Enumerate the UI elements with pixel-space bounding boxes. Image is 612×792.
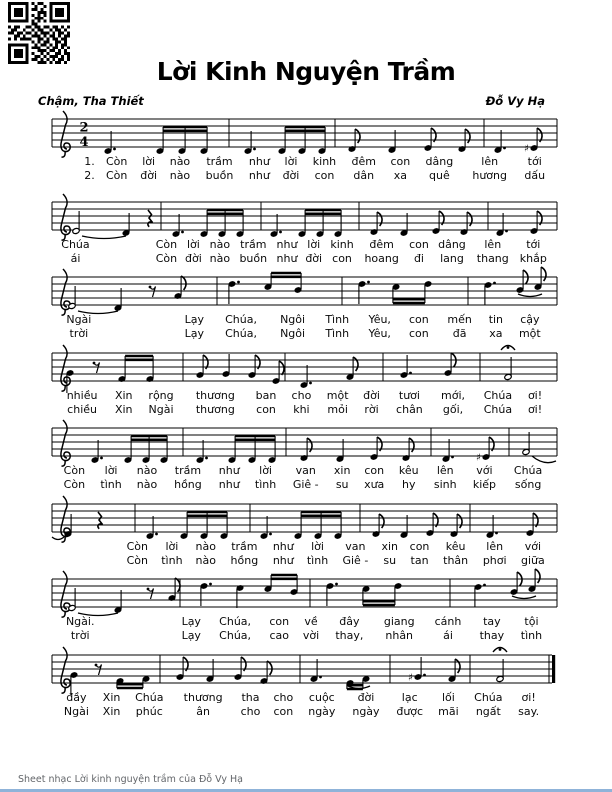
lyric-syllable: tới: [527, 155, 542, 168]
lyric-syllable: đời: [363, 389, 380, 402]
lyric-syllable: Ngài.: [65, 615, 95, 628]
lyric-syllable: ban: [255, 389, 277, 402]
lyric-syllable: Lạy: [184, 313, 204, 326]
quarter-rest-icon: [98, 512, 103, 529]
tie-slur: [518, 294, 542, 297]
lyric-syllable: trầm: [206, 155, 233, 168]
lyric-syllable: ngày: [308, 704, 336, 718]
verse-1-line: [56, 238, 552, 252]
lyric-syllable: xin: [381, 540, 398, 553]
lyric-syllable: chiều: [67, 402, 97, 416]
lyric-syllable: trầm: [174, 464, 202, 477]
lyrics-system-1: [80, 155, 552, 182]
lyric-syllable: Còn: [63, 477, 86, 491]
lyric-syllable: [104, 629, 174, 643]
lyrics-system-4: [56, 389, 548, 416]
lyric-syllable: cánh: [434, 615, 462, 628]
lyric-syllable: cho: [291, 389, 312, 402]
lyric-syllable: kinh: [312, 155, 337, 168]
lyric-syllable: một: [326, 389, 349, 402]
lyric-syllable: van: [295, 464, 316, 477]
lyric-syllable: đêm: [369, 238, 394, 251]
treble-clef-icon: [61, 647, 70, 693]
treble-clef-icon: [61, 420, 70, 466]
lyric-syllable: Còn: [126, 553, 149, 567]
lyric-syllable: [95, 238, 151, 252]
lyric-syllable: quê: [428, 168, 450, 182]
lyric-syllable: rời: [364, 402, 379, 416]
lyric-syllable: đã: [452, 326, 467, 340]
lyrics-system-5: [56, 464, 552, 491]
lyric-syllable: lên: [481, 155, 499, 168]
lyrics-system-7: [56, 615, 550, 642]
lyric-syllable: ngày: [352, 704, 380, 718]
sharp-icon: ♯: [408, 672, 413, 684]
lyric-syllable: Ngài: [66, 313, 92, 326]
lyric-syllable: mỏi: [327, 402, 348, 416]
verse-2-line: [56, 629, 550, 643]
lyric-syllable: buồn: [239, 251, 268, 265]
lyric-syllable: thang: [476, 251, 509, 265]
lyric-syllable: rộng: [148, 389, 174, 402]
verse-1-line: [56, 691, 546, 705]
lyric-syllable: Chúa: [61, 238, 90, 251]
verse-1-line: [80, 155, 552, 169]
lyric-syllable: [104, 615, 174, 629]
lyric-syllable: đời: [140, 168, 158, 182]
lyric-syllable: con: [408, 313, 429, 326]
verse-2-line: [56, 705, 546, 719]
lyric-syllable: lên: [486, 540, 504, 553]
lyric-syllable: Tình: [325, 313, 350, 326]
lyric-syllable: lên: [436, 464, 454, 477]
lyric-syllable: Chúa,: [225, 313, 257, 326]
lyric-syllable: lên: [484, 238, 502, 251]
lyric-syllable: hồng: [230, 553, 259, 567]
verse-1-line: [56, 464, 552, 478]
lyric-syllable: mến: [447, 313, 472, 326]
lyric-syllable: lời: [259, 464, 272, 477]
lyric-syllable: đêm: [351, 155, 377, 168]
lyric-syllable: xin: [333, 464, 351, 477]
lyric-syllable: tình: [161, 553, 183, 567]
verse-2-line: [56, 252, 552, 266]
treble-clef-icon: [61, 111, 70, 157]
lyric-syllable: Chúa,: [219, 628, 252, 642]
lyric-syllable: nào: [195, 540, 216, 553]
verse-1-line: [56, 389, 548, 403]
lyric-syllable: đầy: [66, 691, 87, 704]
lyric-syllable: sinh: [433, 477, 457, 491]
footer-caption: Sheet nhạc Lời kinh nguyện trầm của Đỗ Vy Hạ: [18, 774, 243, 785]
lyric-syllable: khắp: [519, 251, 547, 265]
lyric-syllable: đi: [413, 251, 424, 265]
lyric-syllable: Chúa,: [219, 615, 252, 628]
lyric-syllable: nào: [136, 464, 158, 477]
lyric-syllable: lời: [187, 238, 200, 251]
lyric-syllable: [102, 313, 176, 327]
lyric-syllable: ân: [196, 704, 211, 718]
lyrics-system-6: [120, 540, 552, 567]
song-title: Lời Kinh Nguyện Trầm: [156, 57, 456, 86]
lyric-syllable: trời: [70, 628, 90, 642]
tie-slur: [52, 537, 64, 540]
verse-2-line: [56, 403, 548, 417]
lyric-syllable: dâng: [438, 238, 466, 251]
lyrics-system-3: [56, 313, 550, 340]
lyric-syllable: trời: [69, 326, 89, 340]
lyric-syllable: tin: [488, 313, 504, 326]
lyric-syllable: lời: [307, 238, 321, 251]
verse-2-line: [80, 169, 552, 183]
lyric-syllable: con: [269, 615, 290, 628]
lyric-syllable: su: [383, 553, 397, 567]
verse-2-line: [120, 554, 552, 568]
staff-system-8: [52, 647, 555, 695]
lyric-syllable: xưa: [364, 477, 385, 491]
lyric-syllable: [95, 252, 151, 266]
lyric-syllable: tay: [483, 615, 501, 628]
lyric-syllable: tình: [100, 477, 122, 491]
lyric-syllable: về: [304, 615, 318, 628]
lyrics-system-2: [56, 238, 552, 265]
composer-name: Đỗ Vy Hạ: [485, 94, 545, 108]
lyric-syllable: nào: [209, 238, 231, 251]
lyric-syllable: nào: [169, 168, 191, 182]
lyric-syllable: Còn: [63, 464, 86, 477]
lyric-syllable: Chúa,: [225, 326, 257, 340]
lyric-syllable: gối,: [442, 402, 464, 416]
lyric-syllable: ơi!: [521, 691, 536, 704]
lyric-syllable: tình: [520, 628, 543, 642]
tie-slur: [512, 596, 536, 599]
lyric-syllable: ơi!: [527, 402, 543, 416]
lyric-syllable: nào: [169, 155, 191, 168]
lyric-syllable: lời: [284, 155, 298, 168]
lyric-syllable: cuộc: [308, 691, 335, 704]
svg-text:4: 4: [79, 135, 89, 150]
lyric-syllable: lời: [165, 540, 179, 553]
lyric-syllable: tha: [241, 691, 260, 704]
lyric-syllable: như: [272, 540, 294, 553]
staff-system-7: [52, 569, 557, 617]
lyric-syllable: Ngài: [148, 402, 174, 416]
verse-2-line: [56, 327, 550, 341]
lyric-syllable: lang: [440, 251, 464, 265]
lyric-syllable: su: [335, 477, 349, 491]
lyric-syllable: ngất: [475, 704, 501, 718]
lyric-syllable: với: [524, 540, 542, 553]
lyric-syllable: Xin: [102, 691, 121, 704]
lyric-syllable: nào: [209, 251, 231, 265]
verse-1-line: [56, 313, 550, 327]
lyric-syllable: con: [256, 402, 276, 416]
verse-1-line: [56, 615, 550, 629]
lyric-syllable: [102, 327, 176, 341]
lyric-syllable: mãi: [438, 704, 459, 718]
staff-system-2: [52, 194, 557, 240]
lyric-syllable: như: [218, 477, 240, 491]
lyric-syllable: hy: [401, 477, 416, 491]
lyric-syllable: kêu: [398, 464, 419, 477]
lyric-syllable: con: [409, 238, 429, 251]
lyric-syllable: Chúa: [474, 691, 503, 704]
lyric-syllable: đây: [339, 615, 360, 628]
lyric-syllable: nào: [136, 477, 158, 491]
lyric-syllable: Xin: [102, 704, 121, 718]
lyric-syllable: như: [276, 238, 298, 251]
staff-system-4: [52, 345, 557, 393]
lyric-syllable: ái: [70, 251, 81, 265]
lyric-syllable: trầm: [231, 540, 258, 553]
lyric-syllable: giang: [383, 615, 415, 628]
lyric-syllable: tình: [254, 477, 277, 491]
staff-system-5: [52, 420, 557, 466]
lyric-syllable: xa: [393, 168, 407, 182]
lyric-syllable: say.: [518, 704, 540, 718]
lyric-syllable: 2.: [84, 168, 95, 182]
staff-system-3: [52, 267, 557, 315]
lyric-syllable: tình: [306, 553, 329, 567]
lyric-syllable: nhân: [385, 628, 414, 642]
lyric-syllable: đời: [282, 168, 300, 182]
lyric-syllable: ái: [443, 628, 453, 642]
svg-text:2: 2: [79, 120, 89, 136]
treble-clef-icon: [61, 345, 70, 391]
lyric-syllable: thay: [479, 628, 505, 642]
lyric-syllable: Giê -: [342, 553, 369, 567]
lyric-syllable: tội: [524, 615, 539, 628]
lyric-syllable: một: [518, 326, 541, 340]
lyric-syllable: dâng: [425, 155, 454, 168]
lyric-syllable: lối: [441, 691, 455, 704]
lyric-syllable: Ngôi: [280, 313, 306, 326]
lyric-syllable: kêu: [445, 540, 466, 553]
lyric-syllable: xa: [489, 326, 503, 340]
lyric-syllable: như: [276, 251, 298, 265]
tie-slur: [532, 456, 556, 463]
lyric-syllable: như: [248, 168, 270, 182]
lyric-syllable: thương: [183, 691, 223, 704]
lyric-syllable: như: [272, 553, 294, 567]
lyric-syllable: lời: [311, 540, 324, 553]
lyric-syllable: Xin: [114, 389, 133, 402]
lyric-syllable: thân: [443, 553, 469, 567]
lyric-syllable: sống: [514, 477, 542, 491]
lyric-syllable: Lạy: [181, 615, 201, 628]
quarter-rest-icon: [148, 210, 153, 227]
lyric-syllable: như: [218, 464, 240, 477]
lyric-syllable: phúc: [135, 704, 163, 718]
lyric-syllable: phơi: [482, 553, 507, 567]
lyric-syllable: Chúa: [135, 691, 164, 704]
lyric-syllable: Chúa: [483, 402, 513, 416]
lyric-syllable: cho: [273, 691, 294, 704]
lyric-syllable: con: [390, 155, 411, 168]
verse-2-line: [56, 478, 552, 492]
lyric-syllable: buồn: [205, 168, 234, 182]
sharp-icon: ♯: [524, 143, 529, 155]
lyric-syllable: Chúa: [513, 464, 543, 477]
lyric-syllable: nhiều: [66, 389, 98, 402]
lyric-syllable: nào: [195, 553, 216, 567]
lyric-syllable: 1.: [84, 155, 95, 168]
lyric-syllable: hoang: [364, 251, 399, 265]
lyric-syllable: giữa: [520, 553, 545, 567]
lyric-syllable: cao: [269, 628, 290, 642]
lyric-syllable: hương: [472, 168, 507, 182]
lyric-syllable: Ngài: [63, 704, 89, 718]
lyric-syllable: thay,: [335, 628, 364, 642]
lyric-syllable: tươi: [398, 389, 420, 402]
lyric-syllable: hồng: [174, 477, 202, 491]
lyric-syllable: con: [408, 326, 429, 340]
lyric-syllable: con: [409, 540, 430, 553]
lyric-syllable: dân: [353, 168, 375, 182]
lyric-syllable: đời: [185, 251, 202, 265]
lyric-syllable: vời: [302, 628, 320, 642]
staff-system-1: [52, 111, 557, 157]
lyric-syllable: Còn: [106, 168, 128, 182]
lyric-syllable: đời: [305, 251, 323, 265]
lyric-syllable: lạc: [401, 691, 418, 704]
lyric-syllable: lời: [104, 464, 118, 477]
lyric-syllable: Chúa: [483, 389, 513, 402]
lyric-syllable: kiếp: [472, 477, 497, 491]
lyric-syllable: mới,: [441, 389, 465, 402]
lyric-syllable: con: [332, 251, 352, 265]
lyric-syllable: khi: [293, 402, 310, 416]
lyric-syllable: Giê -: [292, 477, 319, 491]
lyric-syllable: Lạy: [184, 326, 204, 340]
staff-system-6: [52, 496, 557, 542]
lyric-syllable: con: [273, 704, 294, 718]
lyric-syllable: cho: [240, 704, 261, 718]
lyric-syllable: kinh: [330, 238, 354, 251]
treble-clef-icon: [61, 194, 70, 240]
lyric-syllable: cậy: [520, 313, 540, 326]
lyric-syllable: Xin: [114, 402, 133, 416]
lyric-syllable: ơi!: [527, 389, 543, 402]
lyric-syllable: Yêu,: [368, 313, 391, 326]
lyric-syllable: đời: [357, 691, 375, 704]
sharp-icon: ♯: [476, 452, 481, 464]
lyric-syllable: thương: [195, 389, 235, 402]
lyric-syllable: lời: [142, 155, 156, 168]
lyric-syllable: van: [345, 540, 366, 553]
lyric-syllable: Còn: [106, 155, 128, 168]
lyric-syllable: Lạy: [181, 628, 201, 642]
tempo-marking: Chậm, Tha Thiết: [38, 94, 144, 108]
lyric-syllable: con: [314, 168, 335, 182]
lyric-syllable: thương: [195, 402, 235, 416]
lyric-syllable: Còn: [155, 251, 178, 265]
lyric-syllable: Tình: [325, 326, 350, 340]
lyric-syllable: Yêu,: [368, 326, 391, 340]
lyric-syllable: Ngôi: [280, 326, 306, 340]
lyric-syllable: được: [396, 704, 424, 718]
lyrics-system-8: [56, 691, 546, 718]
lyric-syllable: tới: [526, 238, 541, 251]
lyric-syllable: trầm: [240, 238, 267, 251]
lyric-syllable: con: [364, 464, 385, 477]
lyric-syllable: Còn: [126, 540, 149, 553]
lyric-syllable: dấu: [524, 168, 546, 182]
verse-1-line: [120, 540, 552, 554]
lyric-syllable: với: [476, 464, 493, 477]
lyric-syllable: Còn: [155, 238, 178, 251]
lyric-syllable: chân: [396, 402, 423, 416]
lyric-syllable: tan: [410, 553, 429, 567]
lyric-syllable: như: [248, 155, 270, 168]
